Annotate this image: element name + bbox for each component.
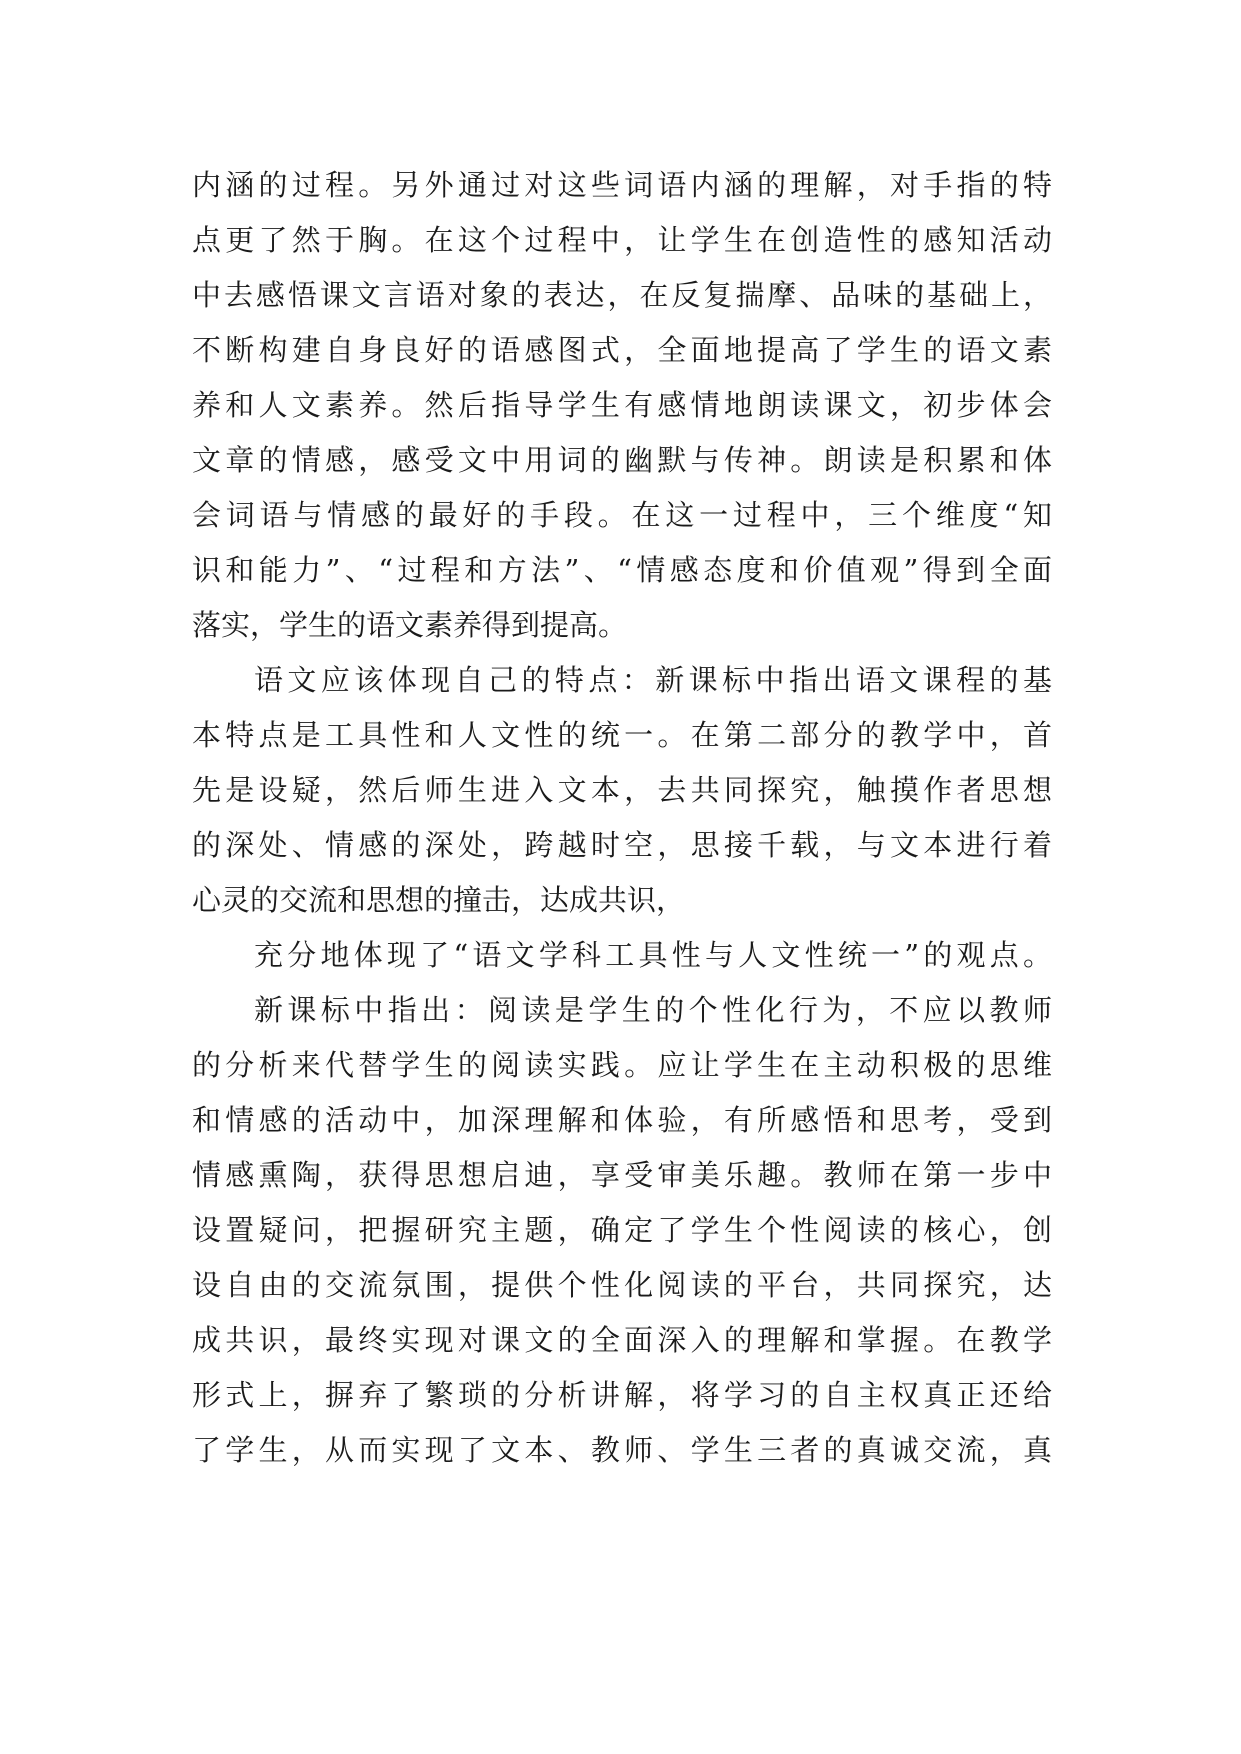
text-line: 的深处、情感的深处，跨越时空，思接千载，与文本进行着 bbox=[192, 828, 1052, 862]
text-line: 形式上，摒弃了繁琐的分析讲解，将学习的自主权真正还给 bbox=[192, 1378, 1052, 1412]
text-line: 心灵的交流和思想的撞击，达成共识， bbox=[192, 883, 686, 917]
paragraph-start-line: 语文应该体现自己的特点：新课标中指出语文课程的基 bbox=[254, 663, 1052, 697]
text-line: 了学生，从而实现了文本、教师、学生三者的真诚交流，真 bbox=[192, 1433, 1052, 1467]
text-line: 设自由的交流氛围，提供个性化阅读的平台，共同探究，达 bbox=[192, 1268, 1052, 1302]
text-line: 会词语与情感的最好的手段。在这一过程中，三个维度“知 bbox=[192, 498, 1052, 532]
text-line: 文章的情感，感受文中用词的幽默与传神。朗读是积累和体 bbox=[192, 443, 1052, 477]
text-line: 本特点是工具性和人文性的统一。在第二部分的教学中，首 bbox=[192, 718, 1052, 752]
text-line: 和情感的活动中，加深理解和体验，有所感悟和思考，受到 bbox=[192, 1103, 1052, 1137]
text-line: 落实，学生的语文素养得到提高。 bbox=[192, 608, 628, 642]
text-line: 点更了然于胸。在这个过程中，让学生在创造性的感知活动 bbox=[192, 223, 1052, 257]
text-line: 的分析来代替学生的阅读实践。应让学生在主动积极的思维 bbox=[192, 1048, 1052, 1082]
text-line: 识和能力”、“过程和方法”、“情感态度和价值观”得到全面 bbox=[192, 553, 1052, 587]
body-text bbox=[192, 158, 1052, 1478]
text-line: 情感熏陶，获得思想启迪，享受审美乐趣。教师在第一步中 bbox=[192, 1158, 1052, 1192]
text-line: 不断构建自身良好的语感图式，全面地提高了学生的语文素 bbox=[192, 333, 1052, 367]
text-line: 成共识，最终实现对课文的全面深入的理解和掌握。在教学 bbox=[192, 1323, 1052, 1357]
paragraph-start-line: 充分地体现了“语文学科工具性与人文性统一”的观点。 bbox=[254, 938, 1052, 972]
text-line: 先是设疑，然后师生进入文本，去共同探究，触摸作者思想 bbox=[192, 773, 1052, 807]
text-line: 养和人文素养。然后指导学生有感情地朗读课文，初步体会 bbox=[192, 388, 1052, 422]
text-line: 内涵的过程。另外通过对这些词语内涵的理解，对手指的特 bbox=[192, 168, 1052, 202]
text-line: 中去感悟课文言语对象的表达，在反复揣摩、品味的基础上， bbox=[192, 278, 1052, 312]
paragraph-start-line: 新课标中指出：阅读是学生的个性化行为，不应以教师 bbox=[254, 993, 1052, 1027]
text-line: 设置疑问，把握研究主题，确定了学生个性阅读的核心，创 bbox=[192, 1213, 1052, 1247]
